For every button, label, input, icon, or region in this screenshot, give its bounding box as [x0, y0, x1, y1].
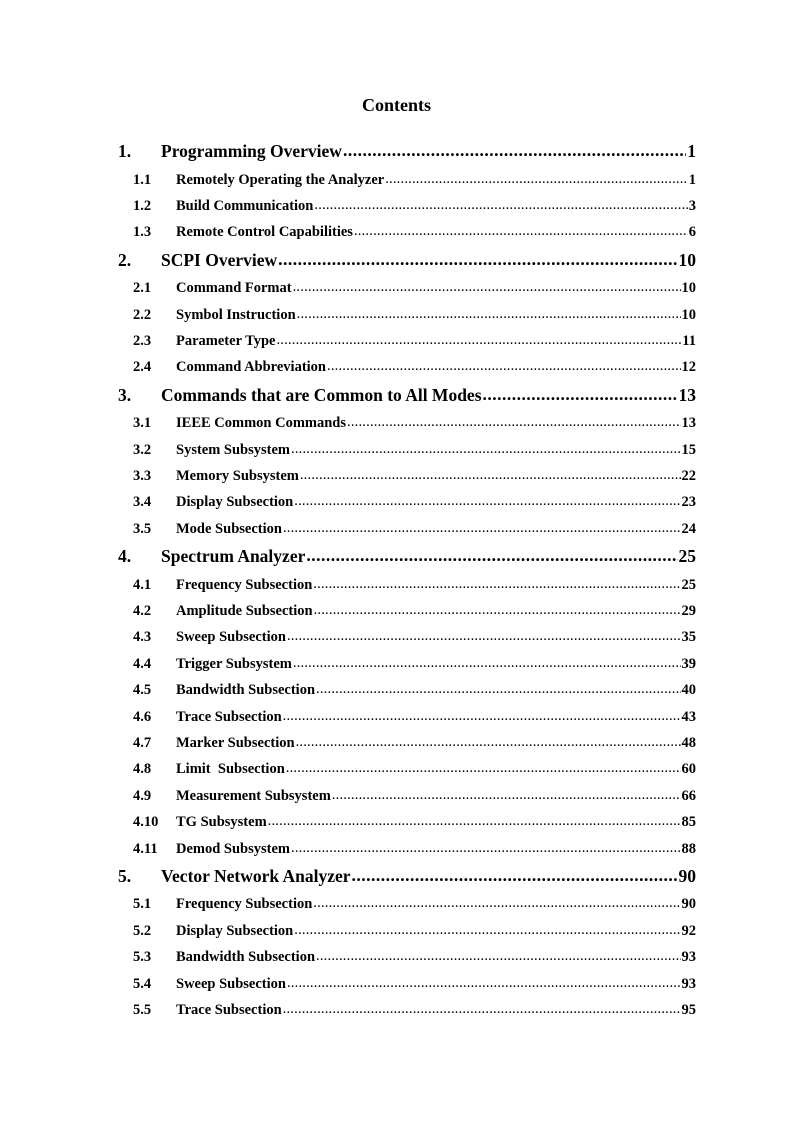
toc-entry-label: Symbol Instruction [176, 306, 296, 323]
toc-entry-page-number: 24 [681, 520, 696, 537]
dot-leader [283, 515, 681, 541]
toc-subsection-link-3-5[interactable] [118, 516, 696, 542]
toc-entry-label: Mode Subsection [176, 520, 282, 537]
toc-entry-page-number: 93 [681, 949, 696, 966]
toc-entry-label: SCPI Overview [161, 249, 278, 270]
toc-entry-page-number: 23 [681, 494, 696, 511]
toc-entry-label: System Subsystem [176, 441, 290, 458]
dot-leader [286, 755, 681, 781]
toc-entry-label: Remote Control Capabilities [176, 224, 353, 241]
dot-leader [276, 327, 681, 353]
toc-entry-number: 4.3 [133, 629, 152, 646]
toc-subsection-link-4-2[interactable] [118, 598, 696, 624]
toc-section-link-4[interactable] [118, 542, 696, 572]
toc-subsection-link-4-7[interactable] [118, 730, 696, 756]
dot-leader [354, 218, 688, 244]
toc-subsection-link-1-3[interactable] [118, 219, 696, 245]
toc-entry-label: Vector Network Analyzer [161, 865, 351, 886]
toc-entry-label: Command Format [176, 280, 292, 297]
toc-entry-number: 4. [118, 546, 132, 567]
toc-entry-page-number: 15 [681, 441, 696, 458]
toc-entry-page-number: 1 [688, 171, 696, 188]
dot-leader [283, 703, 681, 729]
dot-leader [343, 136, 686, 166]
page-title: Contents [361, 95, 431, 115]
dot-leader [313, 890, 680, 916]
toc-entry-label: IEEE Common Commands [176, 415, 346, 432]
toc-subsection-link-5-5[interactable] [118, 997, 696, 1023]
toc-entry-number: 4.11 [133, 840, 158, 857]
toc-entry-number: 1.3 [133, 224, 152, 241]
toc-entry-label: Trace Subsection [176, 708, 282, 725]
dot-leader [314, 192, 687, 218]
toc-entry-page-number: 88 [681, 840, 696, 857]
toc-subsection-link-3-2[interactable] [118, 437, 696, 463]
toc-entry-page-number: 93 [681, 975, 696, 992]
toc-entry-label: Limit Subsection [176, 761, 285, 778]
dot-leader [296, 729, 681, 755]
toc-entry-number: 2. [118, 249, 132, 270]
toc-entry-label: Display Subsection [176, 494, 294, 511]
toc-entry-page-number: 39 [681, 655, 696, 672]
toc-entry-label: Build Communication [176, 197, 314, 214]
dot-leader [293, 274, 681, 300]
toc-subsection-link-2-1[interactable] [118, 275, 696, 301]
dot-leader [287, 970, 681, 996]
toc-entry-number: 4.6 [133, 708, 152, 725]
toc-entry-page-number: 11 [682, 332, 696, 349]
dot-leader [287, 623, 681, 649]
toc-entry-number: 4.1 [133, 576, 152, 593]
dot-leader [291, 436, 681, 462]
toc-subsection-link-3-1[interactable] [118, 410, 696, 436]
dot-leader [316, 676, 680, 702]
toc-entry-page-number: 10 [678, 249, 696, 270]
toc-entry-label: Spectrum Analyzer [161, 546, 306, 567]
toc-entry-number: 4.5 [133, 682, 152, 699]
toc-entry-number: 3. [118, 384, 132, 405]
toc-entry-page-number: 10 [681, 306, 696, 323]
toc-entry-page-number: 60 [681, 761, 696, 778]
toc-entry-page-number: 85 [681, 814, 696, 831]
toc-entry-label: Parameter Type [176, 332, 276, 349]
toc-entry-label: Programming Overview [161, 141, 342, 161]
toc-entry-number: 1.2 [133, 197, 152, 214]
toc-subsection-link-4-9[interactable] [118, 783, 696, 809]
dot-leader [291, 835, 681, 861]
toc-entry-label: Bandwidth Subsection [176, 949, 316, 966]
toc-entry-page-number: 6 [688, 224, 696, 241]
toc-entry-number: 5. [118, 865, 132, 886]
toc-entry-number: 2.3 [133, 332, 152, 349]
toc-subsection-link-2-4[interactable] [118, 354, 696, 380]
toc-subsection-link-4-5[interactable] [118, 677, 696, 703]
toc-entry-label: Remotely Operating the Analyzer [176, 171, 385, 188]
toc-subsection-link-4-4[interactable] [118, 651, 696, 677]
toc-entry-number: 4.10 [133, 814, 159, 831]
dot-leader [294, 917, 680, 943]
toc-entry-page-number: 90 [678, 865, 696, 886]
toc-entry-label: Bandwidth Subsection [176, 682, 316, 699]
toc-entry-page-number: 95 [681, 1002, 696, 1019]
toc-subsection-link-2-3[interactable] [118, 328, 696, 354]
toc-entry-number: 4.2 [133, 603, 152, 620]
dot-leader [293, 650, 681, 676]
toc-entry-label: Frequency Subsection [176, 896, 313, 913]
toc-entry-label: Trigger Subsystem [176, 655, 292, 672]
toc-subsection-link-2-2[interactable] [118, 302, 696, 328]
toc-entry-label: Sweep Subsection [176, 629, 286, 646]
toc-entry-label: Display Subsection [176, 922, 294, 939]
toc-entry-label: Frequency Subsection [176, 576, 313, 593]
toc-entry-number: 5.2 [133, 922, 152, 939]
toc-entry-page-number: 1 [687, 141, 696, 161]
toc-entry-page-number: 35 [681, 629, 696, 646]
toc-entry-label: Marker Subsection [176, 735, 295, 752]
dot-leader [297, 301, 681, 327]
toc-subsection-link-3-4[interactable] [118, 489, 696, 515]
toc-entry-page-number: 29 [681, 603, 696, 620]
toc-subsection-link-1-1[interactable] [118, 167, 696, 193]
dot-leader [300, 462, 681, 488]
toc-entry-label: Command Abbreviation [176, 359, 326, 376]
toc-entry-number: 5.3 [133, 949, 152, 966]
toc-entry-number: 5.1 [133, 896, 152, 913]
toc-section-link-2[interactable] [118, 246, 696, 276]
toc-entry-number: 4.7 [133, 735, 152, 752]
toc-entry-page-number: 90 [681, 896, 696, 913]
toc-entry-label: Demod Subsystem [176, 840, 290, 857]
toc-entry-page-number: 43 [681, 708, 696, 725]
toc-subsection-link-5-2[interactable] [118, 918, 696, 944]
toc-entry-number: 4.8 [133, 761, 152, 778]
toc-entry-page-number: 3 [688, 197, 696, 214]
dot-leader [483, 380, 678, 410]
toc-subsection-link-1-2[interactable] [118, 193, 696, 219]
toc-section-link-5[interactable] [118, 862, 696, 892]
toc-section-link-1[interactable] [118, 137, 696, 167]
toc-entry-label: Trace Subsection [176, 1002, 282, 1019]
dot-leader [327, 353, 681, 379]
toc-entry-number: 2.4 [133, 359, 152, 376]
toc-entry-label: Sweep Subsection [176, 975, 286, 992]
toc-entry-label: TG Subsystem [176, 814, 267, 831]
toc-entry-page-number: 13 [681, 415, 696, 432]
dot-leader [278, 245, 677, 275]
toc-entry-label: Memory Subsystem [176, 468, 299, 485]
toc-entry-number: 4.4 [133, 655, 152, 672]
toc-subsection-link-3-3[interactable] [118, 463, 696, 489]
toc-entry-number: 1.1 [133, 171, 152, 188]
toc-entry-page-number: 66 [681, 787, 696, 804]
toc-entry-page-number: 48 [681, 735, 696, 752]
toc-subsection-link-5-1[interactable] [118, 891, 696, 917]
toc-subsection-link-4-6[interactable] [118, 704, 696, 730]
toc-entry-number: 3.3 [133, 468, 152, 485]
toc-entry-page-number: 10 [681, 280, 696, 297]
toc-entry-number: 3.4 [133, 494, 152, 511]
toc-entry-number: 2.2 [133, 306, 152, 323]
toc-subsection-link-4-10[interactable] [118, 809, 696, 835]
dot-leader [314, 597, 681, 623]
dot-leader [347, 409, 681, 435]
dot-leader [316, 943, 680, 969]
toc-entry-label: Measurement Subsystem [176, 787, 331, 804]
toc-entry-page-number: 25 [681, 576, 696, 593]
toc-entry-number: 3.5 [133, 520, 152, 537]
toc-entry-page-number: 12 [681, 359, 696, 376]
toc-entry-number: 5.5 [133, 1002, 152, 1019]
toc-subsection-link-5-4[interactable] [118, 971, 696, 997]
toc-entry-number: 1. [118, 141, 132, 161]
dot-leader [313, 571, 680, 597]
dot-leader [294, 488, 680, 514]
toc-entry-page-number: 25 [678, 546, 696, 567]
toc-entry-number: 3.2 [133, 441, 152, 458]
toc-entry-page-number: 22 [681, 468, 696, 485]
toc-subsection-link-4-8[interactable] [118, 756, 696, 782]
dot-leader [268, 808, 681, 834]
dot-leader [332, 782, 681, 808]
toc-section-link-3[interactable] [118, 381, 696, 411]
dot-leader [283, 996, 681, 1022]
toc-subsection-link-4-3[interactable] [118, 624, 696, 650]
toc-subsection-link-4-11[interactable] [118, 836, 696, 862]
toc-entry-label: Commands that are Common to All Modes [161, 384, 482, 405]
toc-entry-page-number: 40 [681, 682, 696, 699]
dot-leader [352, 861, 678, 891]
dot-leader [306, 541, 677, 571]
toc-entry-page-number: 13 [678, 384, 696, 405]
toc-entry-page-number: 92 [681, 922, 696, 939]
toc-subsection-link-5-3[interactable] [118, 944, 696, 970]
table-of-contents [118, 137, 696, 1023]
toc-subsection-link-4-1[interactable] [118, 572, 696, 598]
toc-entry-number: 2.1 [133, 280, 152, 297]
toc-entry-label: Amplitude Subsection [176, 603, 313, 620]
toc-entry-number: 4.9 [133, 787, 152, 804]
toc-entry-number: 3.1 [133, 415, 152, 432]
toc-entry-number: 5.4 [133, 975, 152, 992]
dot-leader [385, 166, 688, 192]
